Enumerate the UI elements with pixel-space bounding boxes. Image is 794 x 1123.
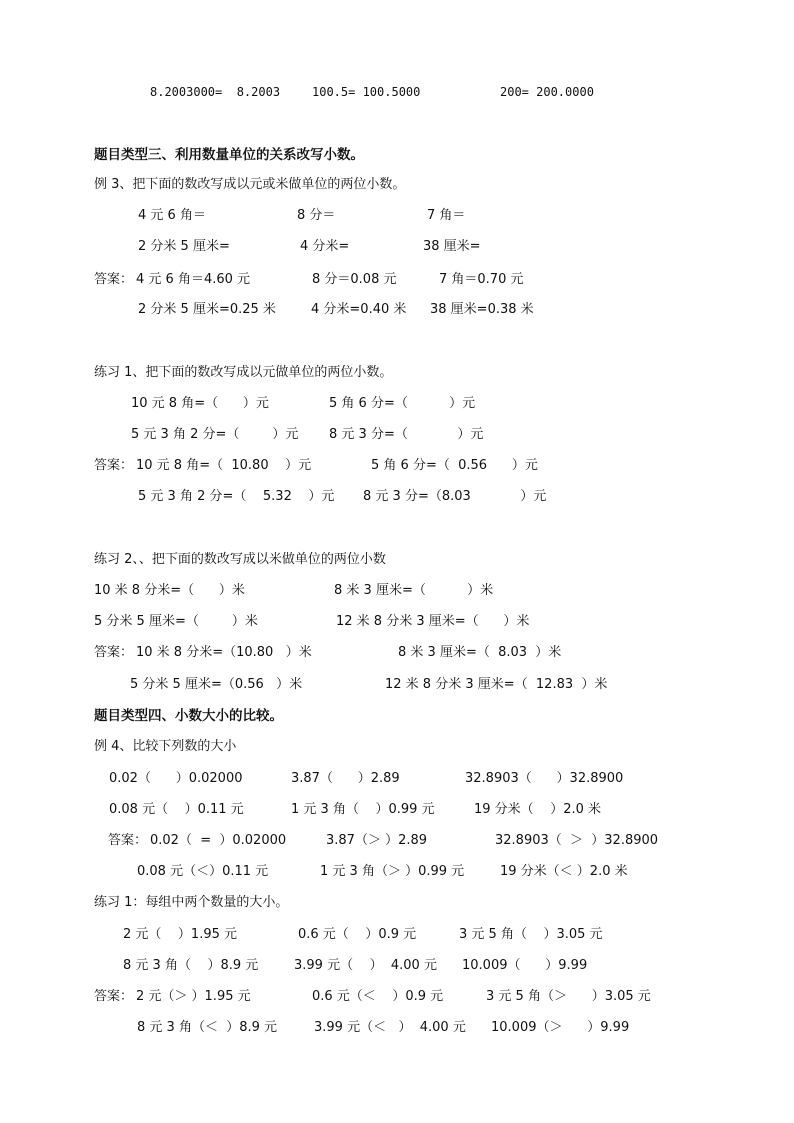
example3-item: 38 厘米= [423,239,481,254]
answer-label: 答案： [94,272,134,287]
practice-compare-answer: 3 元 5 角（＞ ）3.05 元 [486,989,651,1004]
section-heading-type3: 题目类型三、利用数量单位的关系改写小数。 [94,147,364,163]
example4-answer: 3.87（＞ ）2.89 [326,833,428,848]
practice2-item: 10 米 8 分米=（ ）米 [94,583,245,598]
practice2-prompt: 练习 2、、把下面的数改写成以米做单位的两位小数 [94,552,386,567]
practice2-item: 5 分米 5 厘米=（ ）米 [94,614,258,629]
practice2-item: 12 米 8 分米 3 厘米=（ ）米 [336,614,530,629]
practice1-item: 10 元 8 角=（ ）元 [131,396,269,411]
example4-item: 1 元 3 角（ ）0.99 元 [291,802,435,817]
practice2-answer: 10 米 8 分米=（10.80 ）米 [136,645,312,660]
practice1-item: 5 元 3 角 2 分=（ ）元 [131,427,299,442]
example3-answer: 8 分＝0.08 元 [312,272,397,287]
example3-item: 7 角＝ [427,208,466,223]
practice-compare-item: 3 元 5 角（ ）3.05 元 [459,927,603,942]
practice2-answer: 12 米 8 分米 3 厘米=（ 12.83 ）米 [385,677,608,692]
example3-item: 4 分米= [300,239,350,254]
example4-answer: 1 元 3 角（＞ ）0.99 元 [320,864,465,879]
section-heading-type4: 题目类型四、小数大小的比较。 [94,708,283,724]
example4-answer: 32.8903（ ＞ ）32.8900 [495,833,659,848]
example4-answer: 0.08 元（＜）0.11 元 [137,864,269,879]
example3-answer: 7 角＝0.70 元 [439,272,524,287]
answer-label: 答案： [108,833,148,848]
top-row-conversion-3: 200= 200.0000 [500,85,594,99]
example4-item: 0.02（ ）0.02000 [109,771,243,786]
answer-label: 答案： [94,645,134,660]
example3-answer: 38 厘米=0.38 米 [430,302,534,317]
example4-item: 32.8903（ ）32.8900 [465,771,624,786]
practice2-answer: 5 分米 5 厘米=（0.56 ）米 [130,677,303,692]
example3-answer: 4 分米=0.40 米 [311,302,407,317]
practice1-answer: 8 元 3 分=（8.03 ）元 [363,489,547,504]
example4-item: 19 分米（ ）2.0 米 [474,802,602,817]
practice1-answer: 5 元 3 角 2 分=（ 5.32 ）元 [138,489,335,504]
example3-item: 4 元 6 角＝ [138,208,206,223]
practice1-item: 8 元 3 分=（ ）元 [329,427,484,442]
practice-compare-item: 10.009（ ）9.99 [462,958,588,973]
top-row-conversion-1: 8.2003000= 8.2003 [150,85,281,99]
practice-compare-answer: 10.009（＞ ）9.99 [491,1020,630,1035]
example4-prompt: 例 4、比较下列数的大小 [94,739,237,754]
example4-item: 0.08 元（ ）0.11 元 [109,802,244,817]
practice-compare-item: 2 元（ ）1.95 元 [123,927,238,942]
practice-compare-answer: 0.6 元（＜ ）0.9 元 [312,989,444,1004]
practice-compare-answer: 3.99 元（＜ ） 4.00 元 [314,1020,466,1035]
practice-compare-item: 0.6 元（ ）0.9 元 [298,927,417,942]
practice1-answer: 5 角 6 分=（ 0.56 ）元 [371,458,538,473]
example3-prompt: 例 3、把下面的数改写成以元或米做单位的两位小数。 [94,177,406,192]
practice-compare-answer: 8 元 3 角（＜ ）8.9 元 [137,1020,278,1035]
example3-item: 8 分＝ [297,208,336,223]
practice2-item: 8 米 3 厘米=（ ）米 [334,583,494,598]
example3-item: 2 分米 5 厘米= [138,239,230,254]
practice1-answer: 10 元 8 角=（ 10.80 ）元 [136,458,312,473]
practice-compare-answer: 2 元（＞ ）1.95 元 [136,989,251,1004]
practice-compare-item: 3.99 元（ ） 4.00 元 [294,958,437,973]
practice-compare-prompt: 练习 1：每组中两个数量的大小。 [94,895,289,910]
example4-item: 3.87（ ）2.89 [291,771,400,786]
practice2-answer: 8 米 3 厘米=（ 8.03 ）米 [398,645,562,660]
example3-answer: 2 分米 5 厘米=0.25 米 [138,302,276,317]
practice-compare-item: 8 元 3 角（ ）8.9 元 [123,958,259,973]
answer-label: 答案： [94,989,134,1004]
practice1-prompt: 练习 1、把下面的数改写成以元做单位的两位小数。 [94,365,393,380]
top-row-conversion-2: 100.5= 100.5000 [312,85,421,99]
example3-answer: 4 元 6 角＝4.60 元 [136,272,251,287]
example4-answer: 19 分米（＜ ）2.0 米 [500,864,628,879]
practice1-item: 5 角 6 分=（ ）元 [329,396,476,411]
answer-label: 答案： [94,458,134,473]
example4-answer: 0.02（ = ）0.02000 [150,833,287,848]
